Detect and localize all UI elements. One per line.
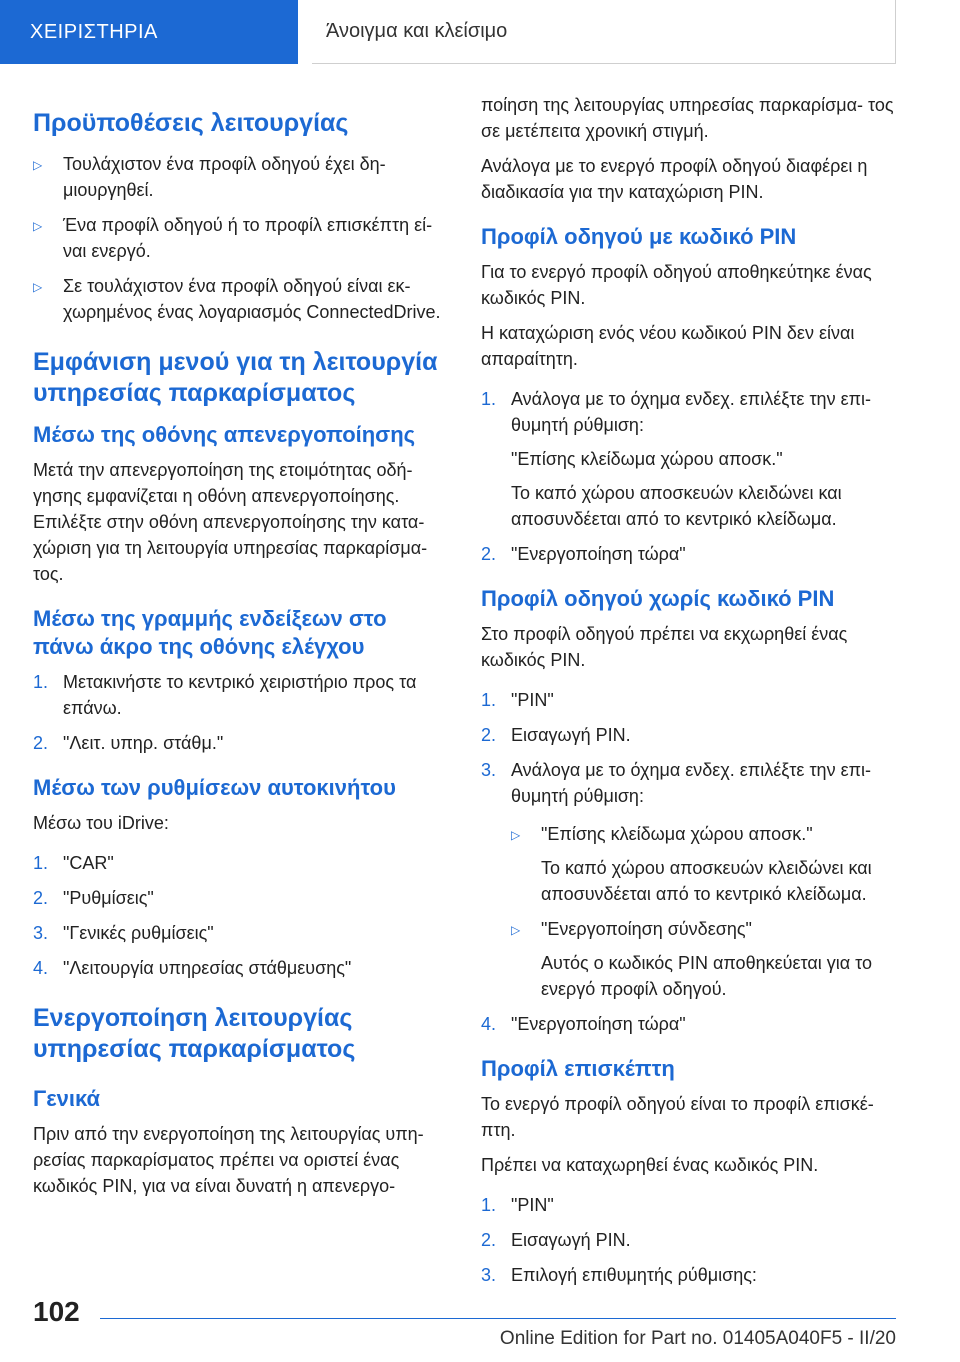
list-item: 1. Ανάλογα με το όχημα ενδεχ. επιλέξτε την επι‐ θυμητή ρύθμιση: "Επίσης κλείδωμα χώρου αποσκ." Το καπό χώρου αποσκευών κλειδώνει και αποσυνδέεται από το κεντρικό κλείδωμα. [481,386,901,532]
paragraph: Για το ενεργό προφίλ οδηγού αποθηκεύτηκε ένας κωδικός PIN. [481,262,872,308]
triangle-bullet-icon: ▷ [33,280,43,294]
footer-edition: Online Edition for Part no. 01405A040F5 - II/20 [499,1328,896,1349]
list-item: 1. "PIN" [481,687,901,713]
triangle-bullet-icon: ▷ [511,828,521,842]
heading-via-deactivation-screen: Μέσω της οθόνης απενεργοποίησης [33,422,416,447]
paragraph: Στο προφίλ οδηγού πρέπει να εκχωρηθεί ένας κωδικός PIN. [481,624,848,670]
step-number: 4. [33,958,49,978]
paragraph-general: Πριν από την ενεργοποίηση της λειτουργίας υπη‐ ρεσίας παρκαρίσματος πρέπει να οριστεί ένας κωδικός PIN, για να είναι δυνατή η απενεργο‐ [33,1124,424,1196]
paragraph-deactivation: Μετά την απενεργοποίηση της ετοιμότητας οδή‐ γησης εμφανίζεται η οθόνη απενεργοποίησης. Επιλέξτε στην οθόνη απενεργοποίησης την κατα‐ χώριση για τη λειτουργία υπηρεσίας παρκαρίσμα‐ τος. [33,460,428,584]
step-number: 1. [33,853,49,873]
header-chapter [312,0,896,64]
paragraph: Το ενεργό προφίλ οδηγού είναι το προφίλ επισκέ‐ πτη. [481,1094,874,1140]
heading-prerequisites: Προϋποθέσεις λειτουργίας [33,109,349,137]
list-item: 4. "Ενεργοποίηση τώρα" [481,1011,901,1037]
sub-list-item: ▷ "Επίσης κλείδωμα χώρου αποσκ." Το καπό χώρου αποσκευών κλειδώνει και αποσυνδέεται από το κεντρικό κλείδωμα. [511,824,872,904]
heading-guest-profile: Προφίλ επισκέπτη [481,1056,675,1081]
step-number: 1. [33,672,49,692]
list-item: 4. "Λειτουργία υπηρεσίας στάθμευσης" [33,955,453,981]
left-column [33,98,453,1208]
paragraph-idrive: Μέσω του iDrive: [33,813,169,833]
step-number: 4. [481,1014,497,1034]
step-number: 2. [481,1230,497,1250]
heading-via-vehicle-settings: Μέσω των ρυθμίσεων αυτοκινήτου [33,775,396,800]
list-item: 2. Εισαγωγή PIN. [481,722,901,748]
heading-via-status-bar: Μέσω της γραμμής ενδείξεων στο πάνω άκρο της οθόνης ελέγχου [33,606,387,659]
step-number: 2. [481,725,497,745]
list-item: 2. "Ενεργοποίηση τώρα" [481,541,901,567]
heading-profile-without-pin: Προφίλ οδηγού χωρίς κωδικό PIN [481,586,835,611]
step-number: 3. [33,923,49,943]
header-section-tab [0,0,298,64]
sub-list-item: ▷ "Ενεργοποίηση σύνδεσης" Αυτός ο κωδικός PIN αποθηκεύεται για το ενεργό προφίλ οδηγού. [511,919,873,999]
list-item: 3. Ανάλογα με το όχημα ενδεχ. επιλέξτε την επι‐ θυμητή ρύθμιση: ▷ "Επίσης κλείδωμα χώρου αποσκ." Το καπό χώρου αποσκευών κλειδώνει και αποσυνδέεται από το κεντρικό κλείδωμα. ▷ "Ενεργοποίηση σύνδεσης" Αυτός ο κωδικός PIN αποθηκεύεται για το ενεργό προφίλ οδηγού. [481,757,901,1002]
list-item: 2. "Λειτ. υπηρ. στάθμ." [33,730,453,756]
list-item: 3. Επιλογή επιθυμητής ρύθμισης: [481,1262,901,1288]
list-item: 1. Μετακινήστε το κεντρικό χειριστήριο προς τα επάνω. [33,669,453,721]
heading-show-menu: Εμφάνιση μενού για τη λειτουργία υπηρεσίας παρκαρίσματος [33,348,438,407]
paragraph: Πρέπει να καταχωρηθεί ένας κωδικός PIN. [481,1155,819,1175]
list-item: 2. "Ρυθμίσεις" [33,885,453,911]
heading-general: Γενικά [33,1086,101,1111]
step-number: 1. [481,1195,497,1215]
paragraph-continued: ποίηση της λειτουργίας υπηρεσίας παρκαρίσμα‐ τος σε μετέπειτα χρονική στιγμή. [481,95,894,141]
footer-divider [100,1318,896,1319]
step-number: 2. [33,733,49,753]
step-number: 2. [33,888,49,908]
header-chapter-label: Άνοιγμα και κλείσιμο [326,20,508,42]
paragraph: Η καταχώριση ενός νέου κωδικού PIN δεν είναι απαραίτητη. [481,323,855,369]
triangle-bullet-icon: ▷ [511,923,521,937]
heading-profile-with-pin: Προφίλ οδηγού με κωδικό PIN [481,224,797,249]
paragraph-procedure: Ανάλογα με το ενεργό προφίλ οδηγού διαφέρει η διαδικασία για την καταχώριση PIN. [481,156,868,202]
list-item: 1. "CAR" [33,850,453,876]
list-item: ▷ Τουλάχιστον ένα προφίλ οδηγού έχει δη‐ μιουργηθεί. [33,154,386,200]
step-number: 2. [481,544,497,564]
list-item: 1. "PIN" [481,1192,901,1218]
page-number: 102 [33,1296,80,1327]
step-number: 1. [481,690,497,710]
triangle-bullet-icon: ▷ [33,219,43,233]
triangle-bullet-icon: ▷ [33,158,43,172]
heading-activate: Ενεργοποίηση λειτουργίας υπηρεσίας παρκαρίσματος [33,1004,356,1063]
list-item: 3. "Γενικές ρυθμίσεις" [33,920,453,946]
step-number: 1. [481,389,497,409]
step-number: 3. [481,1265,497,1285]
step-number: 3. [481,760,497,780]
header-section-label: ΧΕΙΡΙΣΤΗΡΙΑ [30,20,158,43]
list-item: ▷ Σε τουλάχιστον ένα προφίλ οδηγού είναι εκ‐ χωρημένος ένας λογαριασμός ConnectedDrive. [33,276,441,322]
right-column [481,92,901,1297]
list-item: ▷ Ένα προφίλ οδηγού ή το προφίλ επισκέπτη εί‐ ναι ενεργό. [33,215,433,261]
list-item: 2. Εισαγωγή PIN. [481,1227,901,1253]
